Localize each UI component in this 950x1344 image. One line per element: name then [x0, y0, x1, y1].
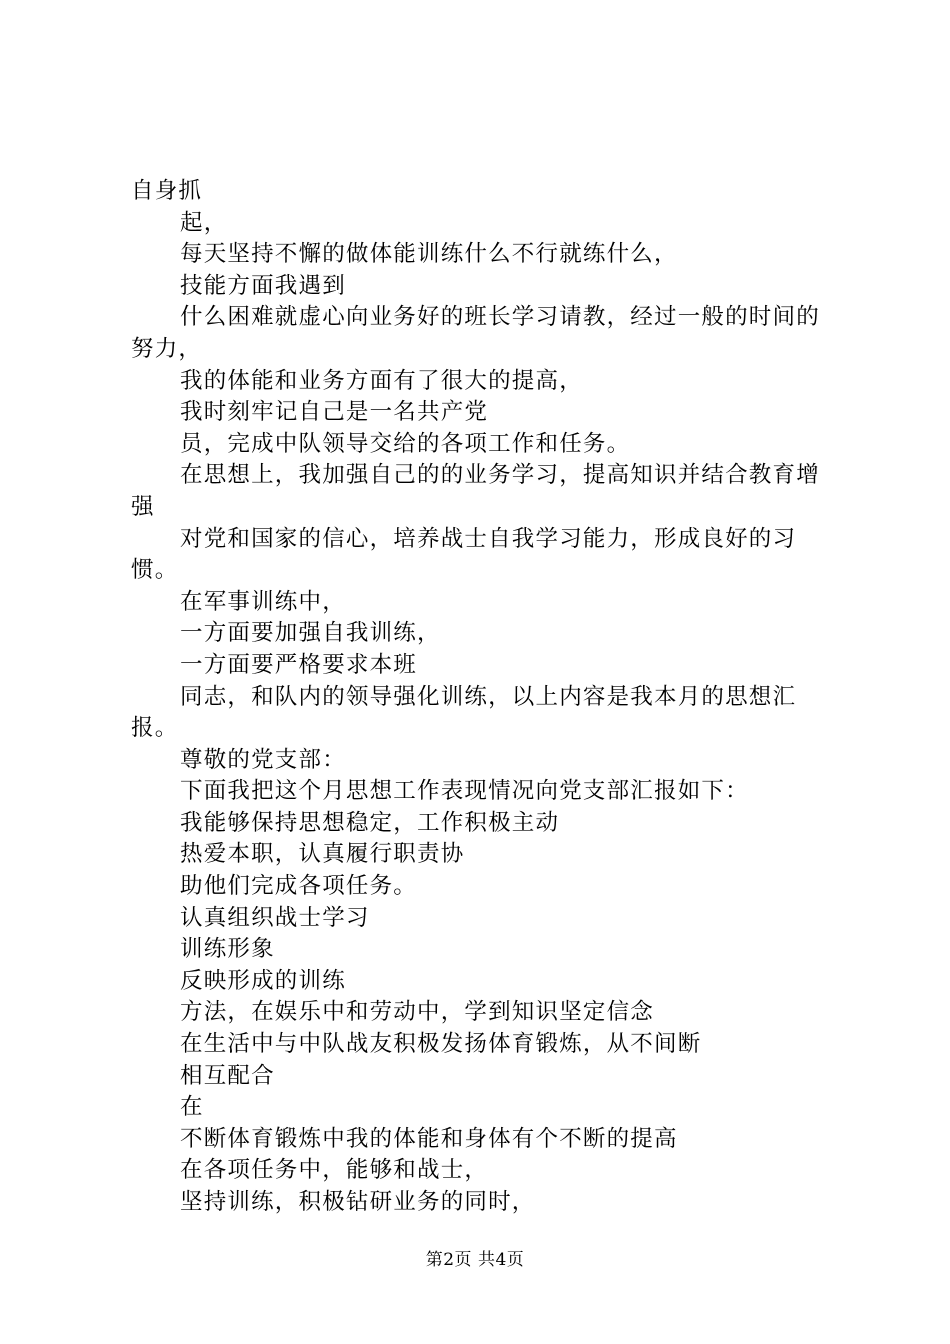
page-number-label: 第2页 共4页: [425, 1250, 525, 1270]
paragraph: 同志，和队内的领导强化训练，以上内容是我本月的思想汇报。: [131, 683, 797, 742]
paragraph: 起，: [180, 209, 228, 236]
paragraph: 员，完成中队领导交给的各项工作和任务。: [180, 430, 631, 457]
paragraph: 尊敬的党支部：: [180, 746, 346, 773]
paragraph: 认真组织战士学习: [180, 904, 370, 931]
paragraph: 不断体育锻炼中我的体能和身体有个不断的提高: [180, 1125, 678, 1152]
paragraph: 在各项任务中，能够和战士，: [180, 1157, 489, 1184]
paragraph: 我能够保持思想稳定，工作积极主动: [180, 809, 560, 836]
paragraph: 反映形成的训练: [180, 967, 346, 994]
paragraph: 自身抓: [131, 178, 203, 204]
paragraph: 什么困难就虚心向业务好的班长学习请教，经过一般的时间的努力，: [131, 304, 820, 362]
paragraph: 在思想上，我加强自己的的业务学习，提高知识并结合教育增强: [131, 462, 820, 520]
paragraph: 对党和国家的信心，培养战士自我学习能力，形成良好的习惯。: [131, 525, 797, 584]
paragraph: 一方面要加强自我训练，: [180, 620, 441, 647]
paragraph: 热爱本职，认真履行职责协: [180, 841, 465, 868]
document-body: [131, 176, 836, 1219]
paragraph: 助他们完成各项任务。: [180, 873, 418, 900]
paragraph: 在: [180, 1094, 204, 1121]
paragraph: 每天坚持不懈的做体能训练什么不行就练什么，: [180, 241, 678, 268]
paragraph: 一方面要严格要求本班: [180, 651, 418, 678]
paragraph: 我的体能和业务方面有了很大的提高，: [180, 367, 583, 394]
paragraph: 在生活中与中队战友积极发扬体育锻炼，从不间断: [180, 1031, 702, 1058]
paragraph: 方法，在娱乐中和劳动中，学到知识坚定信念: [180, 999, 655, 1026]
paragraph: 相互配合: [180, 1062, 275, 1089]
paragraph: 训练形象: [180, 936, 275, 963]
paragraph: 坚持训练，积极钻研业务的同时，: [180, 1189, 536, 1215]
paragraph: 下面我把这个月思想工作表现情况向党支部汇报如下：: [180, 778, 749, 805]
page-footer: [0, 1245, 950, 1270]
paragraph: 我时刻牢记自己是一名共产党: [180, 399, 489, 426]
paragraph: 在军事训练中，: [180, 588, 346, 615]
paragraph: 技能方面我遇到: [180, 272, 346, 299]
